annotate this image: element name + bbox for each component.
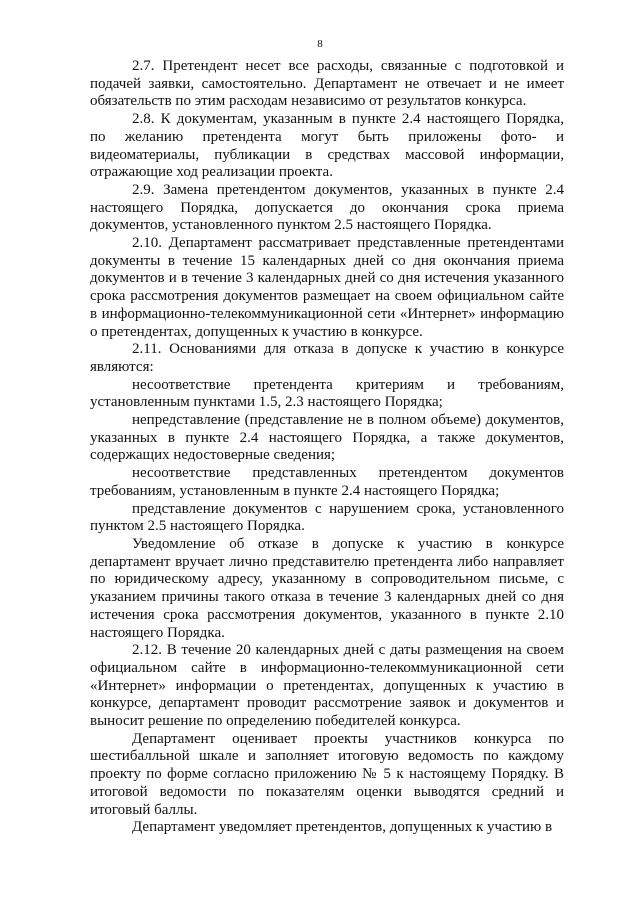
refusal-reason-late-submission: представление документов с нарушением срока, установленного пунктом 2.5 настоящего Порядка.: [90, 500, 564, 535]
paragraph-2-8: 2.8. К документам, указанным в пункте 2.4 настоящего Порядка, по желанию претендента могут быть приложены фото- и видеоматериалы, публикации в средствах массовой информации, отражающие ход реализации проекта.: [90, 111, 564, 181]
paragraph-2-10: 2.10. Департамент рассматривает представленные претендентами документы в течение 15 календарных дней со дня окончания приема документов и в течение 3 календарных дней со дня истечения указанного срока рассмотрения документов размещает на своем официальном сайте в информационно-телекоммуникационной сети «Интернет» информацию о претендентах, допущенных к участию в конкурсе.: [90, 235, 564, 340]
paragraph-2-11: 2.11. Основаниями для отказа в допуске к участию в конкурсе являются:: [90, 341, 564, 375]
refusal-notification-paragraph: Уведомление об отказе в допуске к участию в конкурсе департамент вручает лично представителю претендента либо направляет по юридическому адресу, указанному в сопроводительном письме, с указанием причины такого отказа в течение 3 календарных дней со дня истечения срока рассмотрения документов, указанного в пункте 2.10 настоящего Порядка.: [90, 535, 564, 641]
document-body: [90, 58, 564, 837]
notification-paragraph: Департамент уведомляет претендентов, допущенных к участию в: [132, 819, 553, 836]
paragraph-2-9: 2.9. Замена претендентом документов, указанных в пункте 2.4 настоящего Порядка, допускается до окончания срока приема документов, установленного пунктом 2.5 настоящего Порядка.: [90, 181, 564, 234]
refusal-reason-document-requirements: несоответствие представленных претендентом документов требованиям, установленным в пункте 2.4 настоящего Порядка;: [90, 465, 564, 499]
paragraph-2-7: 2.7. Претендент несет все расходы, связанные с подготовкой и подачей заявки, самостоятельно. Департамент не отвечает и не имеет обязательств по этим расходам независимо от результатов конкурса.: [90, 58, 564, 110]
evaluation-paragraph: Департамент оценивает проекты участников конкурса по шестибалльной шкале и заполняет итоговую ведомость по каждому проекту по форме согласно приложению № 5 к настоящему Порядку. В итоговой ведомости по показателям оценки выводятся средний и итоговый баллы.: [90, 730, 564, 818]
paragraph-2-12: 2.12. В течение 20 календарных дней с даты размещения на своем официальном сайте в информационно-телекоммуникационной сети «Интернет» информации о претендентах, допущенных к участию в конкурсе, департамент проводит рассмотрение заявок и документов и выносит решение по определению победителей конкурса.: [90, 642, 564, 730]
page-number: 8: [317, 38, 323, 50]
refusal-reason-criteria: несоответствие претендента критериям и требованиям, установленным пунктами 1.5, 2.3 настоящего Порядка;: [90, 376, 564, 411]
refusal-reason-incomplete-documents: непредставление (представление не в полном объеме) документов, указанных в пункте 2.4 настоящего Порядка, а также документов, содержащих недостоверные сведения;: [90, 412, 564, 464]
